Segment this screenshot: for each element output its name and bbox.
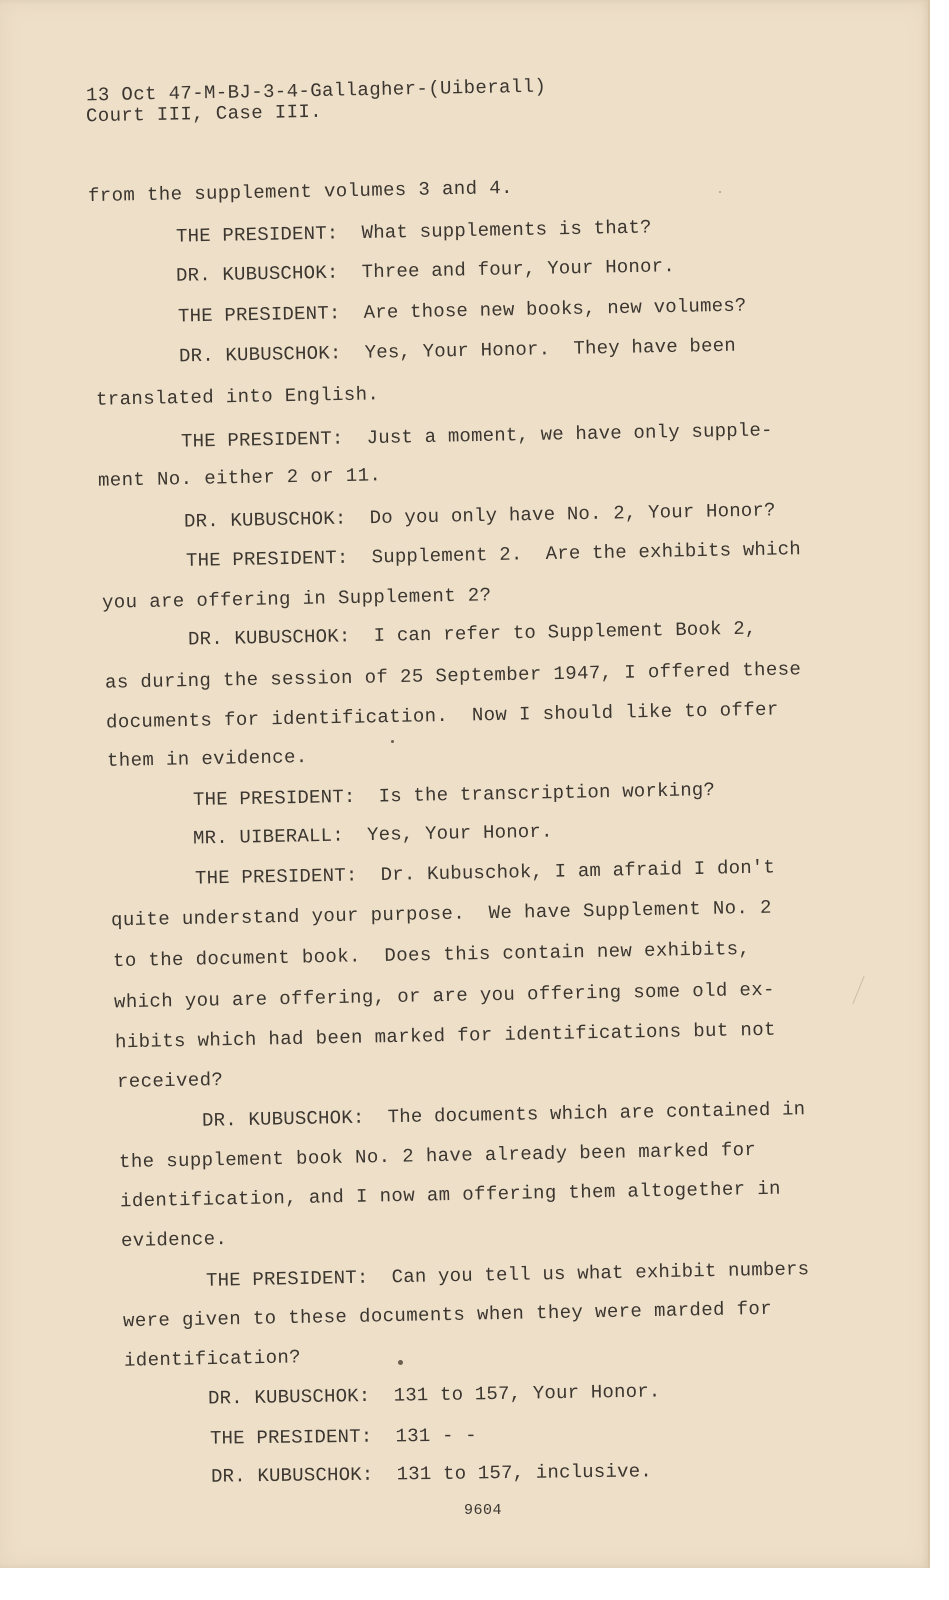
transcript-line: DR. KUBUSCHOK: The documents which are contained in [201, 1098, 806, 1132]
header-line-2: Court III, Case III. [85, 100, 323, 128]
transcript-line: identification? [123, 1346, 302, 1372]
transcript-line: as during the session of 25 September 1947, I offered these [104, 658, 802, 694]
transcript-line: were given to these documents when they were marded for [122, 1297, 773, 1333]
transcript-line: DR. KUBUSCHOK: 131 to 157, inclusive. [210, 1460, 652, 1488]
transcript-line: ment No. either 2 or 11. [97, 464, 382, 492]
paper-scratch [852, 976, 864, 1004]
transcript-line: received? [116, 1068, 224, 1094]
transcript-line: identification, and I now am offering them altogether in [119, 1177, 782, 1213]
transcript-line: THE PRESIDENT: Dr. Kubuschok, I am afraid I don't [194, 856, 776, 890]
transcript-line: quite understand your purpose. We have Supplement No. 2 [110, 896, 773, 932]
transcript-line: which you are offering, or are you offering some old ex- [113, 978, 776, 1014]
transcript-line: DR. KUBUSCHOK: Three and four, Your Honor. [175, 255, 676, 287]
transcript-line: THE PRESIDENT: Just a moment, we have only supple- [180, 419, 773, 453]
transcript-line: DR. KUBUSCHOK: Do you only have No. 2, Your Honor? [183, 499, 776, 533]
transcript-line: THE PRESIDENT: Is the transcription working? [192, 778, 716, 812]
ink-speck [398, 1360, 403, 1365]
transcript-line: to the document book. Does this contain new exhibits, [112, 937, 751, 973]
transcript-line: DR. KUBUSCHOK: 131 to 157, Your Honor. [207, 1380, 661, 1410]
transcript-line: THE PRESIDENT: What supplements is that? [175, 216, 652, 248]
transcript-line: MR. UIBERALL: Yes, Your Honor. [192, 820, 553, 850]
transcript-line: THE PRESIDENT: Supplement 2. Are the exhibits which [185, 538, 802, 572]
transcript-line: you are offering in Supplement 2? [101, 584, 492, 614]
transcript-line: translated into English. [95, 383, 380, 411]
transcript-line: DR. KUBUSCHOK: I can refer to Supplement Book 2, [187, 617, 757, 651]
ink-speck [719, 191, 721, 193]
transcript-line: THE PRESIDENT: Can you tell us what exhibit numbers [205, 1258, 810, 1292]
page-number: 9604 [464, 1502, 503, 1519]
transcript-line: THE PRESIDENT: 131 - - [209, 1424, 477, 1450]
transcript-line: them in evidence. [106, 746, 308, 772]
transcript-line: THE PRESIDENT: Are those new books, new volumes? [177, 294, 747, 328]
transcript-line: hibits which had been marked for identifications but not [114, 1018, 777, 1054]
transcript-line: the supplement book No. 2 have already been marked for [118, 1138, 757, 1174]
header-line-1: 13 Oct 47-M-BJ-3-4-Gallagher-(Uiberall) [85, 75, 547, 107]
transcript-line: documents for identification. Now I should like to offer [105, 698, 779, 734]
page-edge [928, 0, 930, 1568]
transcript-line: DR. KUBUSCHOK: Yes, Your Honor. They have been [178, 334, 737, 368]
ink-speck [391, 740, 394, 743]
transcript-line: evidence. [120, 1227, 228, 1253]
transcript-line: from the supplement volumes 3 and 4. [87, 176, 514, 208]
